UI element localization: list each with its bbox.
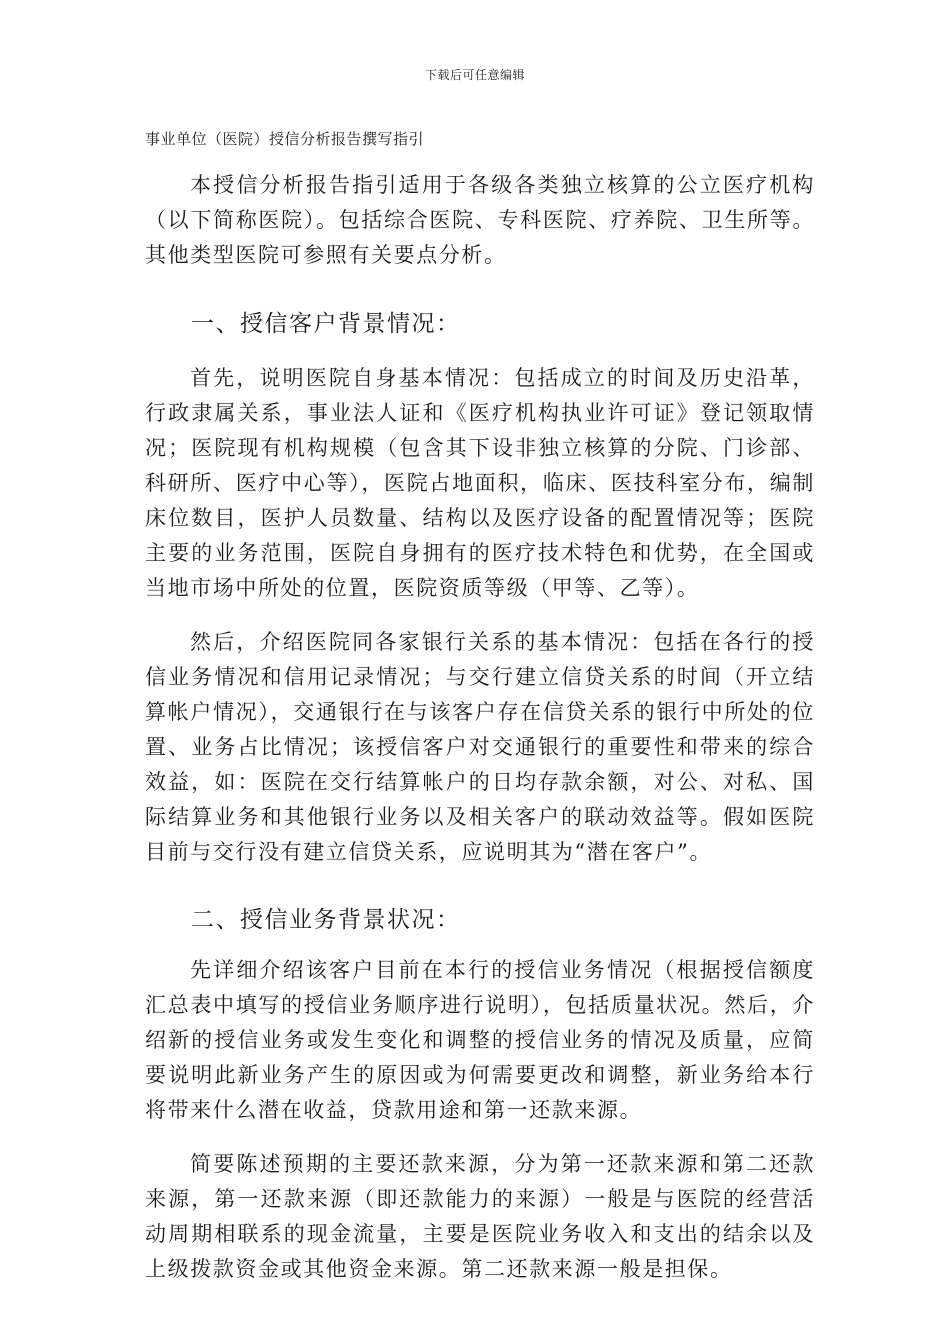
- document-title: 事业单位（医院）授信分析报告撰写指引: [145, 130, 425, 148]
- section-1-paragraph-1: 首先，说明医院自身基本情况：包括成立的时间及历史沿革，行政隶属关系，事业法人证和《医疗机构执业许可证》登记领取情况；医院现有机构规模（包含其下设非独立核算的分院、门诊部、科研所、医疗中心等），医院占地面积，临床、医技科室分布，编制床位数目，医护人员数量、结构以及医疗设备的配置情况等；医院主要的业务范围，医院自身拥有的医疗技术特色和优势，在全国或当地市场中所处的位置，医院资质等级（甲等、乙等）。: [145, 366, 815, 600]
- intro-paragraph: 本授信分析报告指引适用于各级各类独立核算的公立医疗机构（以下简称医院）。包括综合医院、专科医院、疗养院、卫生所等。其他类型医院可参照有关要点分析。: [145, 173, 815, 267]
- section-heading-1: 一、授信客户背景情况：: [191, 311, 461, 337]
- section-2-paragraph-1: 先详细介绍该客户目前在本行的授信业务情况（根据授信额度汇总表中填写的授信业务顺序进行说明），包括质量状况。然后，介绍新的授信业务或发生变化和调整的授信业务的情况及质量，应简要说明此新业务产生的原因或为何需要更改和调整，新业务给本行将带来什么潜在收益，贷款用途和第一还款来源。: [145, 958, 815, 1122]
- page-header-note: 下载后可任意编辑: [424, 68, 525, 82]
- document-body: [145, 168, 815, 1287]
- section-heading-2: 二、授信业务背景状况：: [191, 907, 461, 933]
- section-1-paragraph-2: 然后，介绍医院同各家银行关系的基本情况：包括在各行的授信业务情况和信用记录情况；与交行建立信贷关系的时间（开立结算帐户情况），交通银行在与该客户存在信贷关系的银行中所处的位置、业务占比情况；该授信客户对交通银行的重要性和带来的综合效益，如：医院在交行结算帐户的日均存款余额，对公、对私、国际结算业务和其他银行业务以及相关客户的联动效益等。假如医院目前与交行没有建立信贷关系，应说明其为“潜在客户”。: [145, 630, 815, 864]
- section-2-paragraph-2: 简要陈述预期的主要还款来源，分为第一还款来源和第二还款来源，第一还款来源（即还款能力的来源）一般是与医院的经营活动周期相联系的现金流量，主要是医院业务收入和支出的结余以及上级拨款资金或其他资金来源。第二还款来源一般是担保。: [145, 1152, 815, 1281]
